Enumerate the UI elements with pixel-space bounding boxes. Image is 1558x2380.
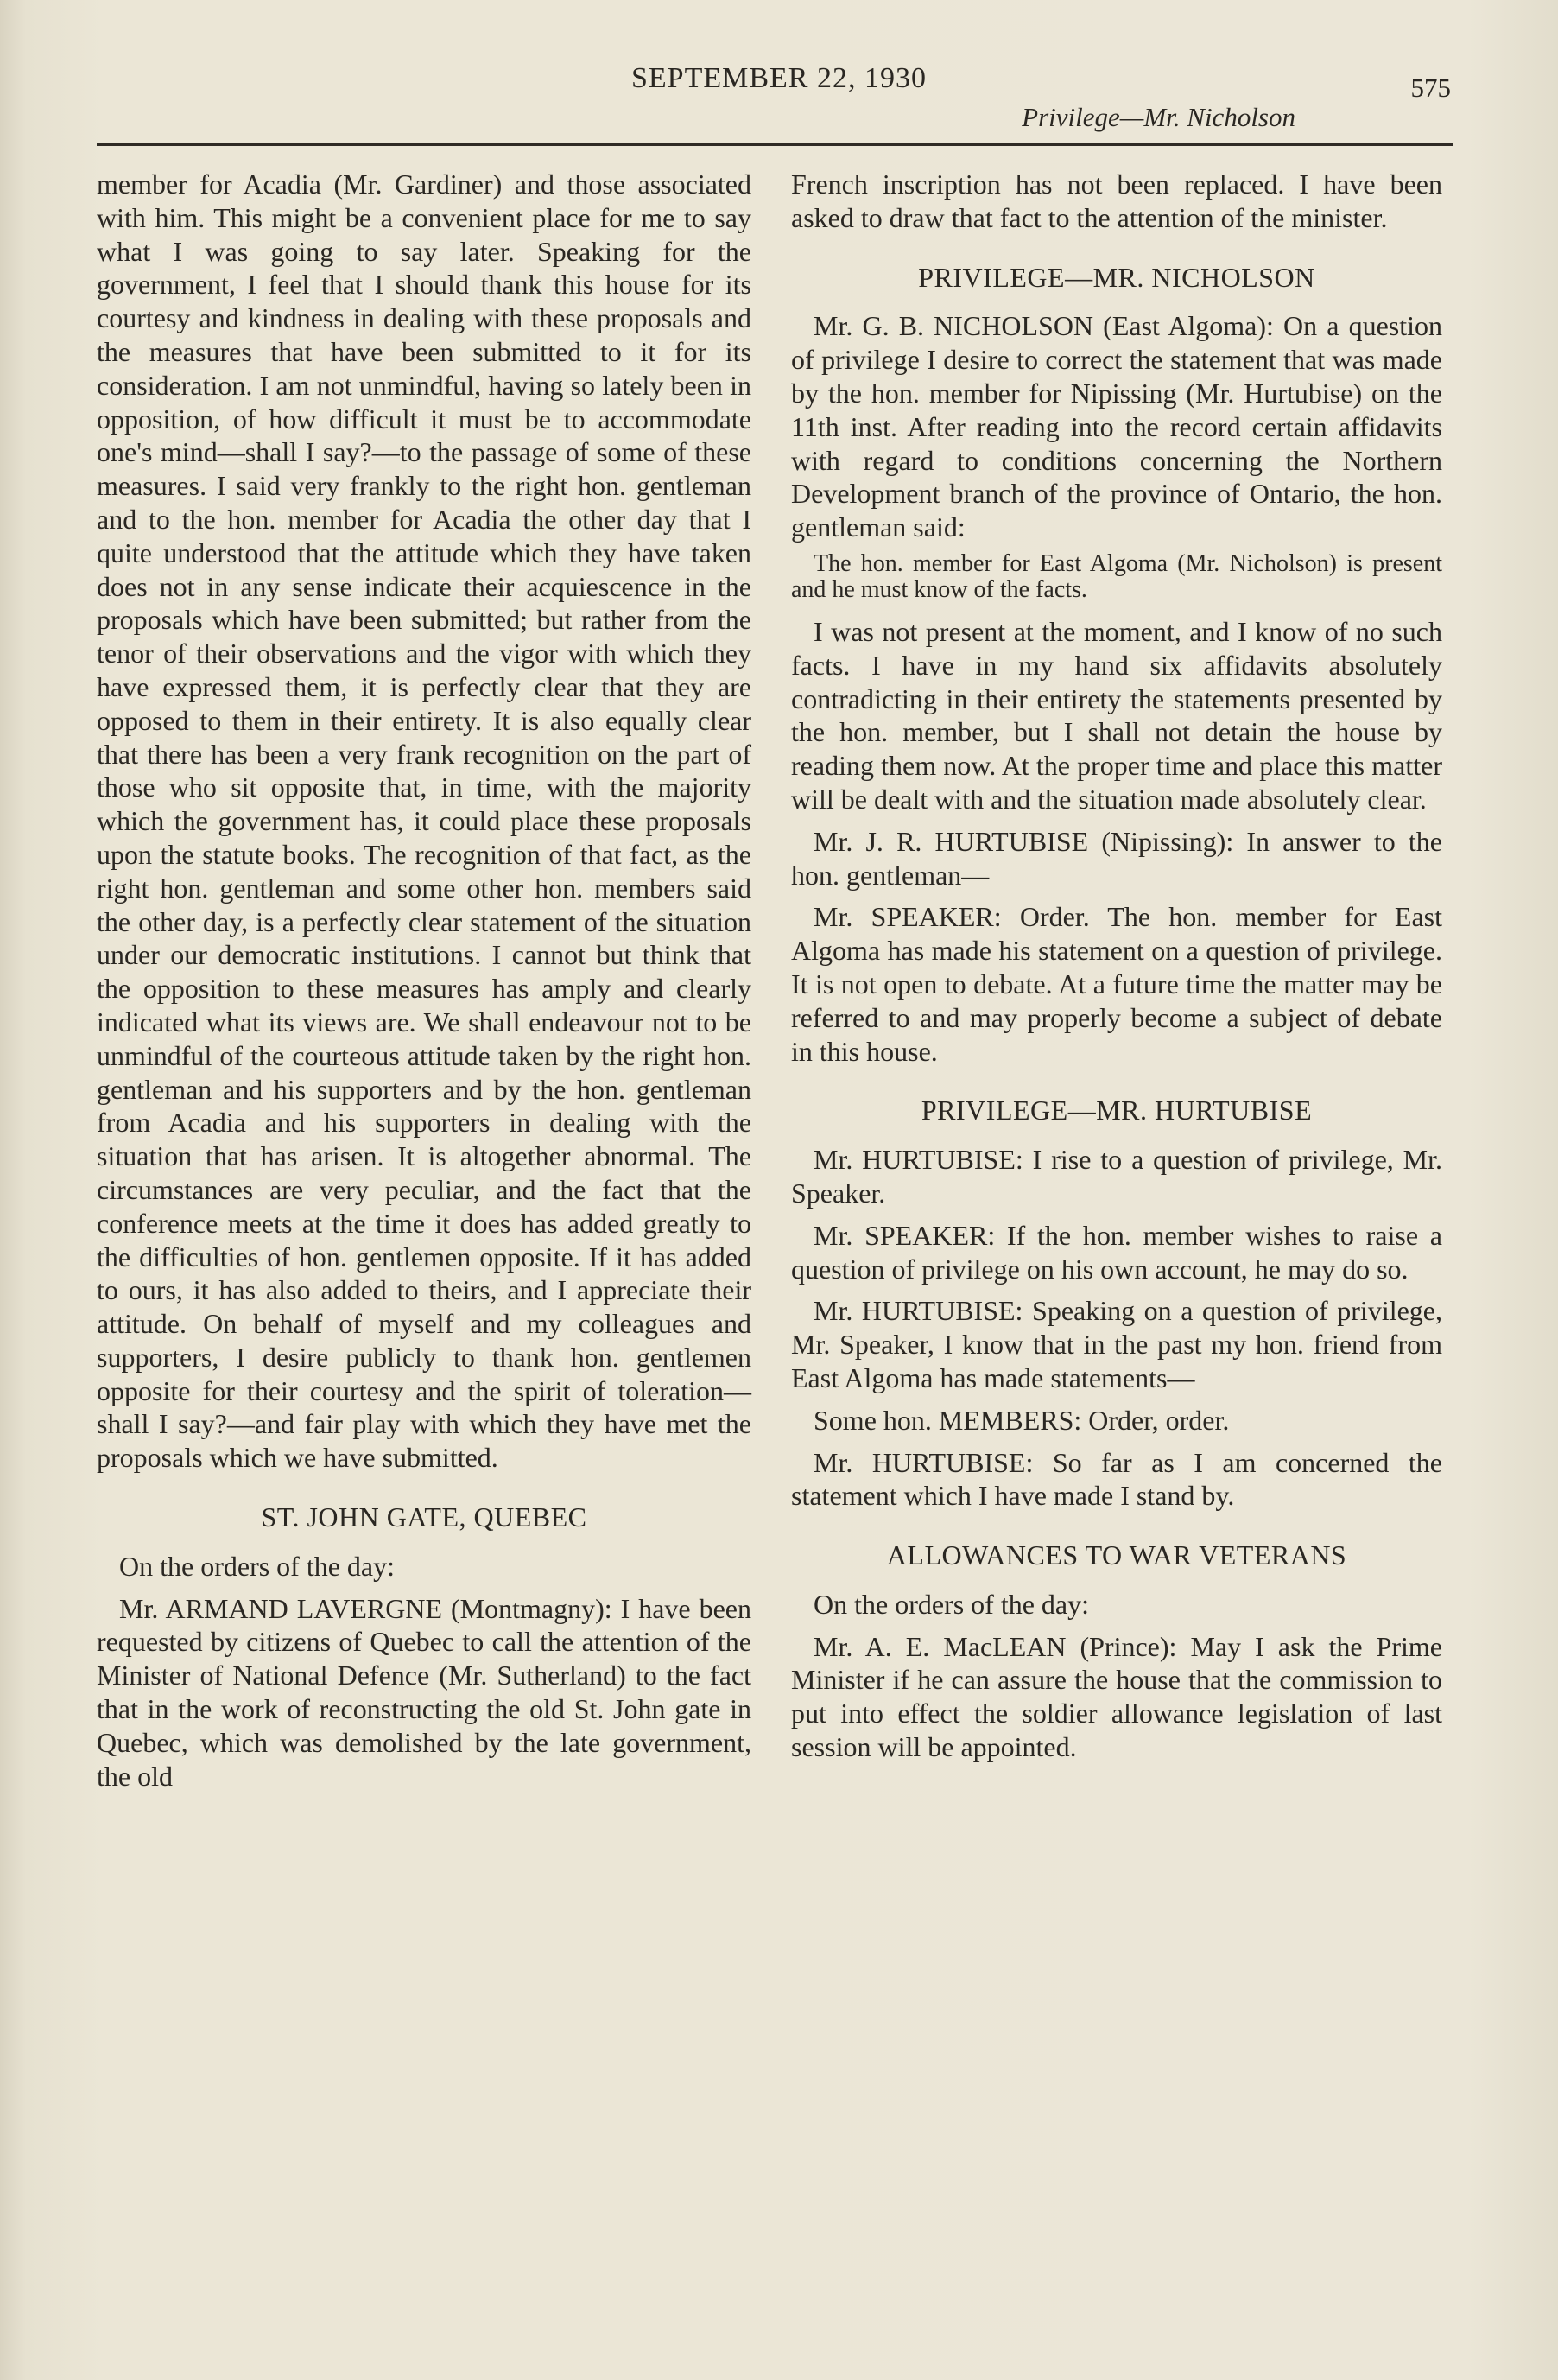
speech-hurtubise-2: Mr. HURTUBISE: I rise to a question of privilege, Mr. Speaker. xyxy=(791,1144,1442,1209)
speech-nicholson-2: I was not present at the moment, and I know of no such facts. I have in my hand six affidavits absolutely contradicting in their entirety the statements presented by the hon. member, but I shall not detain the house by reading them now. At the proper time and place this matter will be dealt with and the situation made absolutely clear. xyxy=(791,615,1442,815)
speech-lavergne-continuation: French inscription has not been replaced. I have been asked to draw that fact to the attention of the minister. xyxy=(791,168,1442,233)
running-head-topic: Privilege—Mr. Nicholson xyxy=(1022,102,1295,132)
section-heading-privilege-hurtubise: PRIVILEGE—MR. HURTUBISE xyxy=(921,1095,1313,1127)
speech-maclean: Mr. A. E. MacLEAN (Prince): May I ask the Prime Minister if he can assure the house that the commission to put into effect the soldier allowance legislation of last session will be appointed. xyxy=(791,1630,1442,1763)
speech-lavergne: Mr. ARMAND LAVERGNE (Montmagny): I have been requested by citizens of Quebec to call the attention of the Minister of National Defence (Mr. Sutherland) to the fact that in the work of reconstructing the old St. John gate in Quebec, which was demolished by the late government, the old xyxy=(97,1592,751,1792)
speech-members: Some hon. MEMBERS: Order, order. xyxy=(814,1404,1230,1436)
speech-hurtubise-4: Mr. HURTUBISE: So far as I am concerned the statement which I have made I stand by. xyxy=(791,1446,1442,1512)
section-heading-st-john-gate: ST. JOHN GATE, QUEBEC xyxy=(261,1501,587,1533)
section-heading-privilege-nicholson: PRIVILEGE—MR. NICHOLSON xyxy=(918,261,1315,293)
quoted-statement-text: The hon. member for East Algoma (Mr. Nicholson) is present and he must know of the facts. xyxy=(791,549,1442,603)
page-header-date: SEPTEMBER 22, 1930 xyxy=(631,62,927,94)
page-number: 575 xyxy=(1410,73,1451,103)
speech-hurtubise-1: Mr. J. R. HURTUBISE (Nipissing): In answer to the hon. gentleman— xyxy=(791,825,1442,891)
orders-of-day: On the orders of the day: xyxy=(119,1550,396,1582)
speech-speaker-2: Mr. SPEAKER: If the hon. member wishes to raise a question of privilege on his own account, he may do so. xyxy=(791,1219,1442,1285)
speech-continuation: member for Acadia (Mr. Gardiner) and those associated with him. This might be a convenient place for me to say what I was going to say later. Speaking for the government, I feel that I should thank this house for its courtesy and kindness in dealing with these proposals and the measures that have been submitted to it for its consideration. I am not unmindful, having so lately been in opposition, of how difficult it must be to accommodate one's mind—shall I say?—to the passage of some of these measures. I said very frankly to the right hon. gentleman and to the hon. member for Acadia the other day that I quite understood that the attitude which they have taken does not in any sense indicate their acquiescence in the proposals which have been submitted; but rather from the tenor of their observations and the vigor with which they have expressed them, it is perfectly clear that they are opposed to them in their entirety. It is also equally clear that there has been a very frank recognition on the part of those who sit opposite that, in time, with the majority which the government has, it could place these proposals upon the statute books. The recognition of that fact, as the right hon. gentleman and some other hon. members said the other day, is a perfectly clear statement of the situation under our democratic institutions. I cannot but think that the opposition to these measures has amply and clearly indicated what its views are. We shall endeavour not to be unmindful of the courteous attitude taken by the right hon. gentleman and his supporters and by the hon. gentleman from Acadia and his supporters in dealing with the situation that has arisen. It is altogether abnormal. The circumstances are very peculiar, and the fact that the conference meets at the time it does has added greatly to the difficulties of hon. gentlemen opposite. If it has added to ours, it has also added to theirs, and I appreciate their attitude. On behalf of myself and my colleagues and supporters, I desire publicly to thank hon. gentlemen opposite for their courtesy and the spirit of toleration—shall I say?—and fair play with which they have met the proposals which we have submitted. xyxy=(97,168,751,1474)
right-column xyxy=(791,168,1442,1764)
section-heading-war-veterans: ALLOWANCES TO WAR VETERANS xyxy=(886,1539,1347,1571)
speech-hurtubise-3: Mr. HURTUBISE: Speaking on a question of privilege, Mr. Speaker, I know that in the past my hon. friend from East Algoma has made statements— xyxy=(791,1295,1442,1393)
speech-speaker-1: Mr. SPEAKER: Order. The hon. member for East Algoma has made his statement on a question of privilege. It is not open to debate. At a future time the matter may be referred to and may properly become a subject of debate in this house. xyxy=(791,901,1442,1067)
speech-nicholson: Mr. G. B. NICHOLSON (East Algoma): On a question of privilege I desire to correct the statement that was made by the hon. member for Nipissing (Mr. Hurtubise) on the 11th inst. After reading into the record certain affidavits with regard to conditions concerning the Northern Development branch of the province of Ontario, the hon. gentleman said: xyxy=(791,310,1442,543)
orders-of-day-2: On the orders of the day: xyxy=(814,1588,1090,1620)
left-column xyxy=(97,168,751,1793)
quoted-statement xyxy=(791,551,1442,603)
header-rule xyxy=(97,143,1453,146)
